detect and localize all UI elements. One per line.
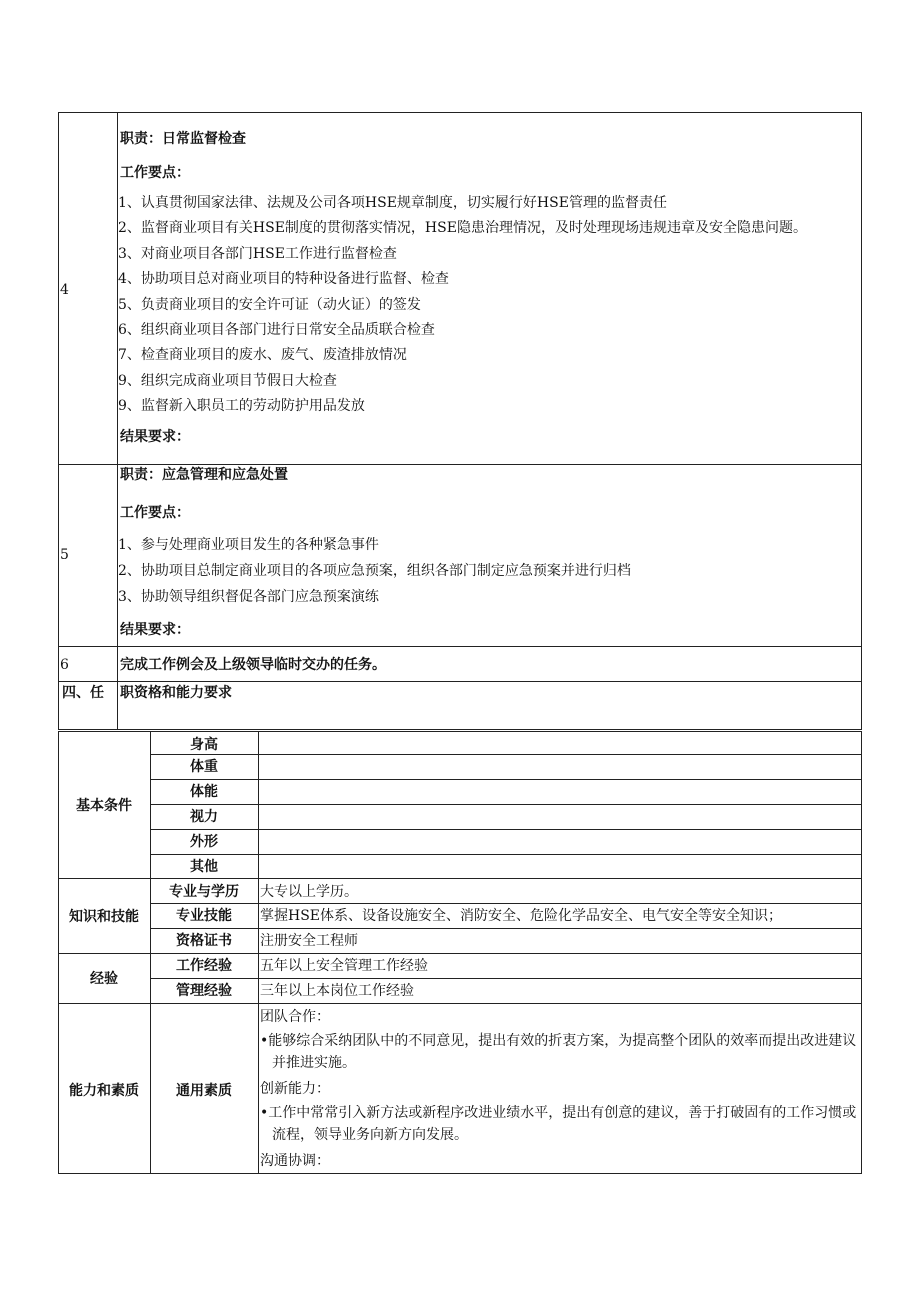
- communication-label: 沟通协调：: [260, 1153, 330, 1169]
- condition-label: 身高: [190, 737, 218, 753]
- list-item: 1、认真贯彻国家法律、法规及公司各项HSE规章制度，切实履行好HSE管理的监督责任: [118, 195, 667, 211]
- row-key: 管理经验: [176, 983, 232, 999]
- list-item: 3、协助领导组织督促各部门应急预案演练: [118, 589, 379, 605]
- row-value: 大专以上学历。: [260, 884, 358, 900]
- row-number: 6: [60, 657, 69, 673]
- team-label: 团队合作：: [260, 1009, 330, 1025]
- group-label: 知识和技能: [69, 909, 139, 925]
- row-value: 掌握HSE体系、设备设施安全、消防安全、危险化学品安全、电气安全等安全知识；: [260, 908, 783, 924]
- result-label: 结果要求：: [120, 429, 190, 445]
- row-key: 专业技能: [176, 908, 232, 924]
- row-key: 工作经验: [176, 958, 232, 974]
- row-value: 注册安全工程师: [260, 933, 358, 949]
- innovation-label: 创新能力：: [260, 1081, 330, 1097]
- group-label: 能力和素质: [69, 1083, 139, 1099]
- list-item: 7、检查商业项目的废水、废气、废渣排放情况: [118, 347, 407, 363]
- condition-label: 外形: [190, 834, 218, 850]
- row-number: 5: [60, 547, 69, 563]
- list-item: 3、对商业项目各部门HSE工作进行监督检查: [118, 246, 397, 262]
- team-text: •能够综合采纳团队中的不同意见，提出有效的折衷方案，为提高整个团队的效率而提出改进建议并推进实施。: [260, 1033, 857, 1071]
- points-label: 工作要点：: [120, 165, 190, 181]
- list-item: 6、组织商业项目各部门进行日常安全品质联合检查: [118, 322, 435, 338]
- duty-text: 完成工作例会及上级领导临时交办的任务。: [120, 657, 386, 673]
- condition-label: 其他: [190, 859, 218, 875]
- row-value: 五年以上安全管理工作经验: [260, 958, 428, 974]
- condition-label: 体重: [190, 759, 218, 775]
- row-key: 专业与学历: [169, 884, 239, 900]
- row-number: 4: [60, 282, 69, 298]
- condition-label: 体能: [190, 784, 218, 800]
- sub-label: 通用素质: [176, 1083, 232, 1099]
- row-value: 三年以上本岗位工作经验: [260, 983, 414, 999]
- section-number: 四、任: [62, 685, 104, 701]
- innovation-text: •工作中常常引入新方法或新程序改进业绩水平，提出有创意的建议，善于打破固有的工作习惯或流程，领导业务向新方向发展。: [260, 1105, 857, 1143]
- list-item: 2、协助项目总制定商业项目的各项应急预案，组织各部门制定应急预案并进行归档: [118, 563, 631, 579]
- list-item: 9、监督新入职员工的劳动防护用品发放: [118, 398, 365, 414]
- list-item: 1、参与处理商业项目发生的各种紧急事件: [118, 537, 379, 553]
- group-label: 经验: [90, 971, 118, 987]
- result-label: 结果要求：: [120, 622, 190, 638]
- points-label: 工作要点：: [120, 505, 190, 521]
- duty-title: 职责：日常监督检查: [120, 131, 246, 147]
- list-item: 2、监督商业项目有关HSE制度的贯彻落实情况，HSE隐患治理情况，及时处理现场违规违章及安全隐患问题。: [118, 220, 807, 236]
- row-key: 资格证书: [176, 933, 232, 949]
- condition-label: 视力: [190, 809, 218, 825]
- group-label: 基本条件: [76, 798, 132, 814]
- list-item: 9、组织完成商业项目节假日大检查: [118, 373, 337, 389]
- duty-title: 职责：应急管理和应急处置: [120, 467, 288, 483]
- list-item: 5、负责商业项目的安全许可证（动火证）的签发: [118, 297, 421, 313]
- section-title: 职资格和能力要求: [120, 685, 232, 701]
- list-item: 4、协助项目总对商业项目的特种设备进行监督、检查: [118, 271, 449, 287]
